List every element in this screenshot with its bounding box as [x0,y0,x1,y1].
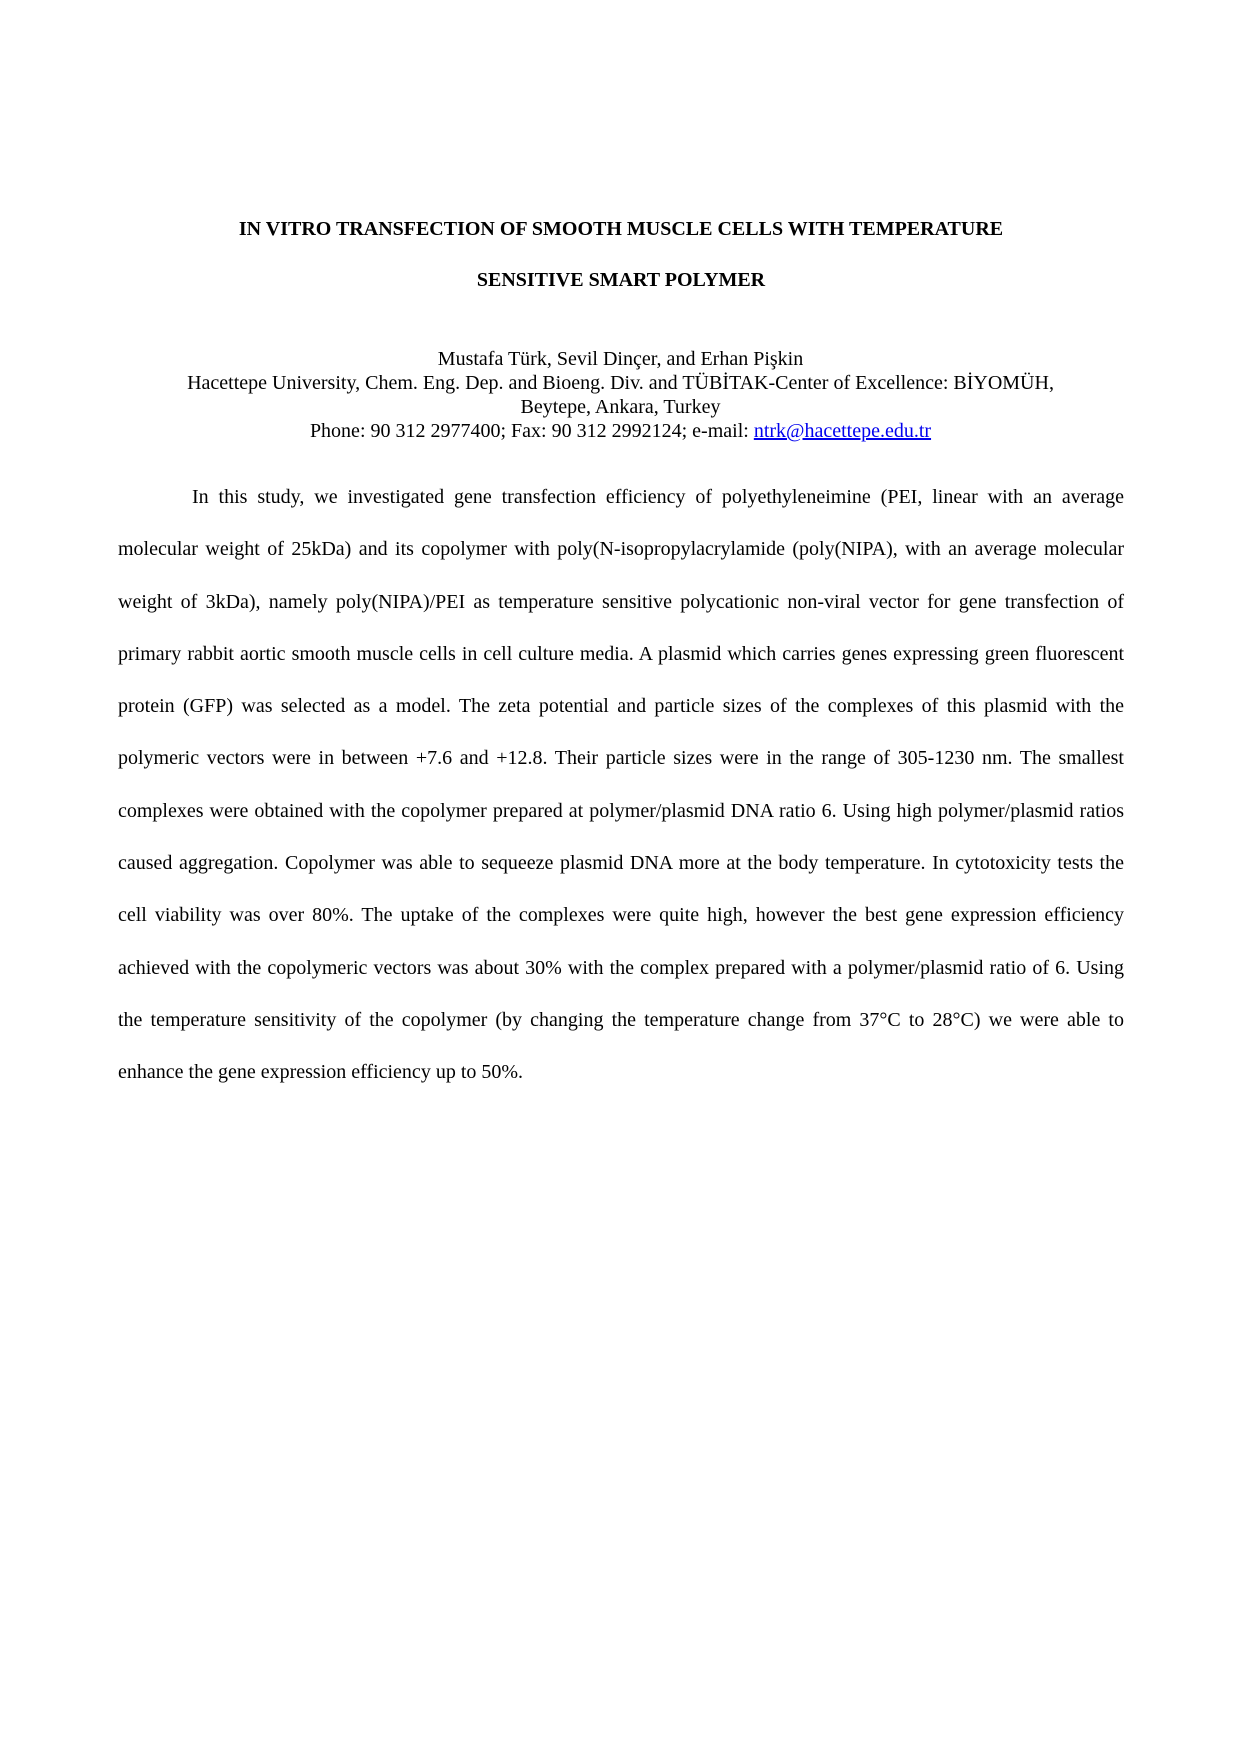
contact-line [110,419,1131,443]
paper-title-line-2: SENSITIVE SMART POLYMER [476,269,766,291]
author-names: Mustafa Türk, Sevil Dinçer, and Erhan Pişkin [437,348,804,370]
email-link[interactable]: ntrk@hacettepe.edu.tr [753,420,932,442]
abstract-paragraph: In this study, we investigated gene transfection efficiency of polyethyleneimine (PEI, linear with an average molecular weight of 25kDa) and its copolymer with poly(N-isopropylacrylamide (poly(NIPA), with an average molecular weight of 3kDa), namely poly(NIPA)/PEI as temperature sensitive polycationic non-viral vector for gene transfection of primary rabbit aortic smooth muscle cells in cell culture media. A plasmid which carries genes expressing green fluorescent protein (GFP) was selected as a model. The zeta potential and particle sizes of the complexes of this plasmid with the polymeric vectors were in between +7.6 and +12.8. Their particle sizes were in the range of 305-1230 nm. The smallest complexes were obtained with the copolymer prepared at polymer/plasmid DNA ratio 6. Using high polymer/plasmid ratios caused aggregation. Copolymer was able to sequeeze plasmid DNA more at the body temperature. In cytotoxicity tests the cell viability was over 80%. The uptake of the complexes were quite high, however the best gene expression efficiency achieved with the copolymeric vectors was about 30% with the complex prepared with a polymer/plasmid ratio of 6. Using the temperature sensitivity of the copolymer (by changing the temperature change from 37°C to 28°C) we were able to enhance the gene expression efficiency up to 50%. [118,486,1124,1084]
affiliation-line-2: Beytepe, Ankara, Turkey [520,396,721,418]
paper-title-line-1: IN VITRO TRANSFECTION OF SMOOTH MUSCLE CELLS WITH TEMPERATURE [238,218,1004,240]
affiliation-line-1: Hacettepe University, Chem. Eng. Dep. and Bioeng. Div. and TÜBİTAK-Center of Excellence: BİYOMÜH, [187,372,1054,394]
contact-info: Phone: 90 312 2977400; Fax: 90 312 2992124; e-mail: [309,420,754,442]
author-block [110,347,1131,443]
